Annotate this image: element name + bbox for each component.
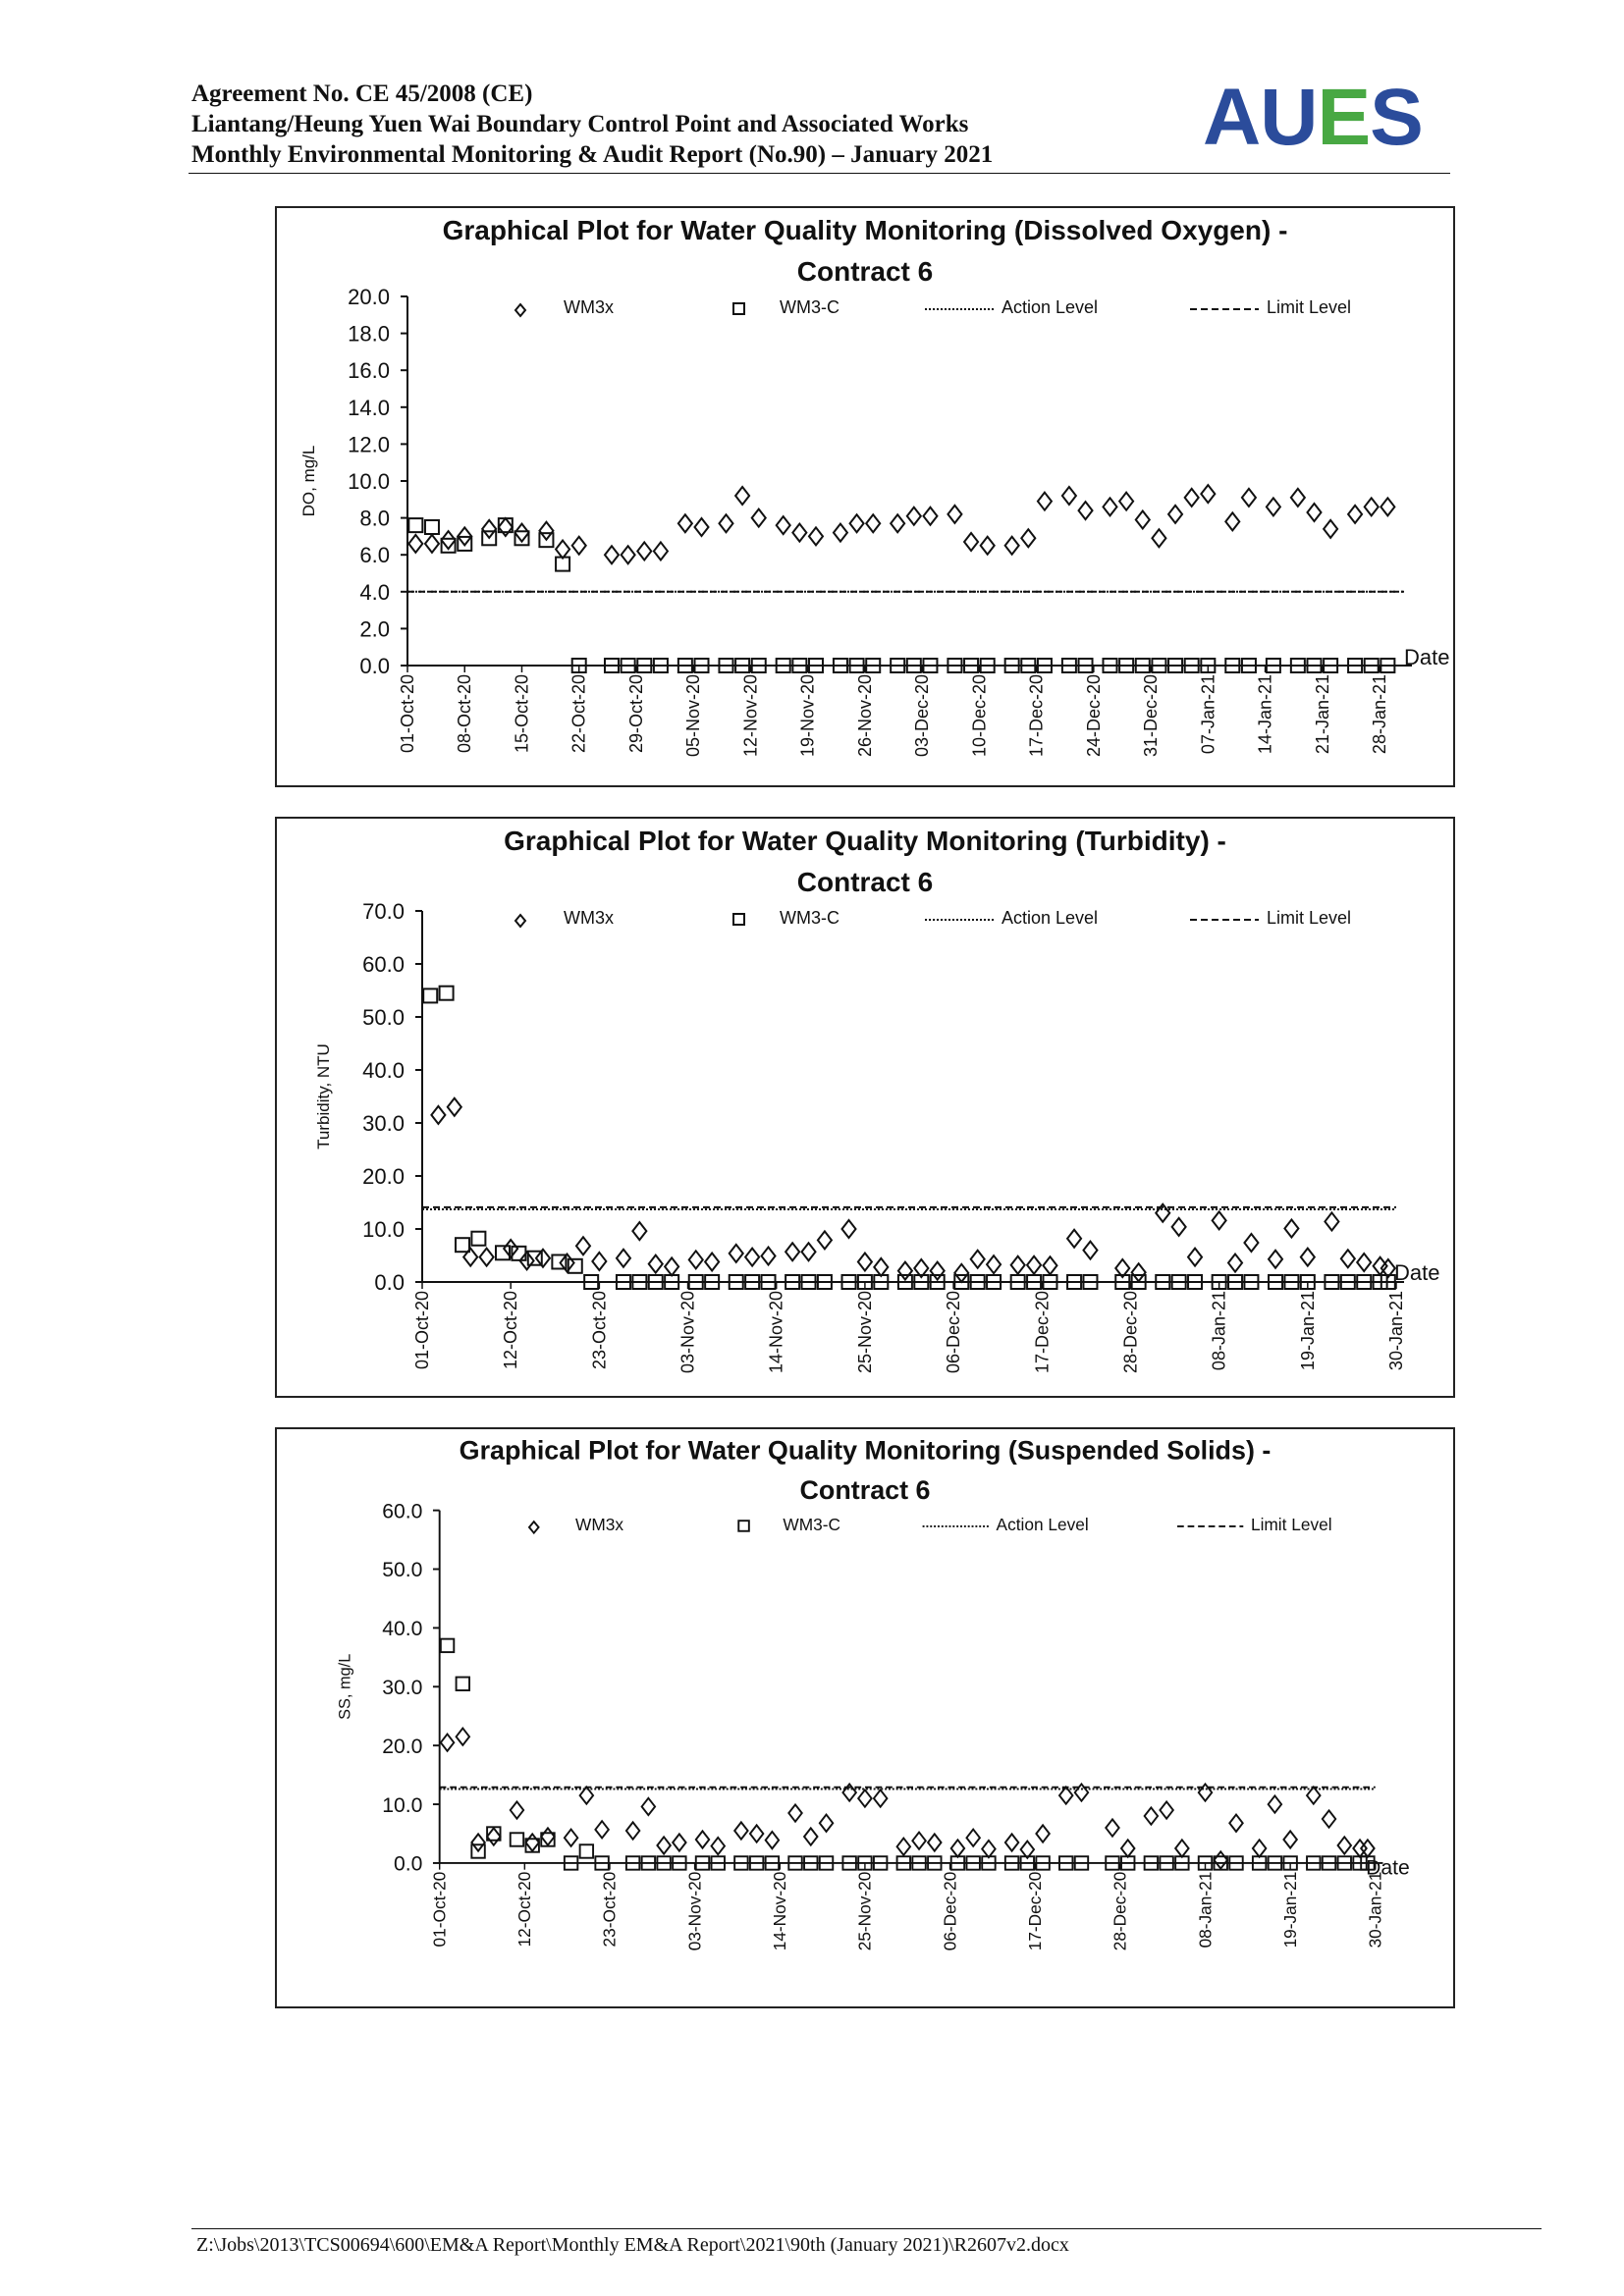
- wm3x-point: [1229, 1815, 1242, 1832]
- wm3x-point: [1283, 1831, 1296, 1847]
- wm3x-point: [1215, 1851, 1227, 1868]
- x-tick-label: 17-Dec-20: [1032, 1291, 1053, 1374]
- chart-title-line: Graphical Plot for Water Quality Monitoring (Turbidity) -: [504, 826, 1226, 856]
- wm3x-point: [735, 487, 749, 505]
- chart-title-line: Graphical Plot for Water Quality Monitoring (Dissolved Oxygen) -: [442, 215, 1288, 245]
- y-tick-label: 50.0: [382, 1559, 423, 1582]
- wm3x-point: [499, 518, 513, 536]
- legend-marker-wm3x: [515, 304, 525, 316]
- x-tick-label: 23-Oct-20: [589, 1291, 610, 1370]
- wm3x-point: [752, 509, 766, 527]
- x-tick-label: 17-Dec-20: [1026, 674, 1047, 758]
- wm3x-point: [1307, 504, 1321, 521]
- wm3x-point: [482, 520, 496, 538]
- wm3x-point: [898, 1262, 912, 1280]
- wm3x-point: [487, 1828, 500, 1844]
- wm3x-point: [441, 1735, 454, 1751]
- wm3x-point: [1038, 493, 1052, 510]
- y-tick-label: 30.0: [382, 1676, 423, 1699]
- wm3x-point: [1011, 1256, 1025, 1274]
- x-tick-label: 19-Jan-21: [1297, 1291, 1318, 1371]
- x-tick-label: 12-Oct-20: [514, 1871, 535, 1948]
- legend-label-limit-level: Limit Level: [1267, 297, 1352, 317]
- wm3x-point: [1324, 520, 1337, 538]
- wm3x-point: [734, 1822, 747, 1839]
- y-tick-label: 20.0: [382, 1735, 423, 1758]
- wm3x-point: [912, 1833, 925, 1849]
- legend-marker-wm3x: [515, 915, 525, 927]
- wm3x-point: [1338, 1837, 1351, 1853]
- x-axis-label: Date: [1366, 1856, 1410, 1880]
- x-tick-label: 28-Dec-20: [1110, 1871, 1130, 1951]
- legend-marker-wm3-c: [738, 1521, 749, 1531]
- wm3x-point: [541, 1828, 554, 1844]
- y-tick-label: 20.0: [362, 1164, 405, 1189]
- wm3x-point: [928, 1834, 941, 1850]
- y-tick-label: 70.0: [362, 899, 405, 924]
- wm3x-point: [632, 1222, 646, 1240]
- y-tick-label: 40.0: [362, 1058, 405, 1083]
- y-tick-label: 10.0: [362, 1217, 405, 1242]
- wm3x-point: [1132, 1263, 1146, 1281]
- x-tick-label: 03-Nov-20: [677, 1291, 698, 1374]
- wm3-c-point: [457, 1678, 469, 1690]
- wm3x-point: [705, 1253, 719, 1270]
- y-tick-label: 18.0: [348, 321, 390, 347]
- wm3x-point: [987, 1255, 1001, 1273]
- wm3x-point: [1043, 1256, 1056, 1274]
- y-tick-label: 60.0: [382, 1500, 423, 1523]
- wm3x-point: [1269, 1795, 1281, 1812]
- wm3x-point: [442, 531, 456, 549]
- x-tick-label: 31-Dec-20: [1141, 674, 1162, 758]
- wm3x-point: [954, 1264, 968, 1282]
- wm3x-point: [695, 518, 709, 536]
- wm3x-point: [657, 1837, 670, 1853]
- wm3x-point: [1036, 1825, 1049, 1842]
- wm3-c-point: [471, 1232, 485, 1246]
- x-tick-label: 19-Jan-21: [1279, 1871, 1300, 1949]
- wm3x-point: [858, 1789, 871, 1806]
- wm3x-point: [947, 506, 961, 523]
- legend-label-wm3-c: WM3-C: [780, 297, 839, 317]
- wm3x-point: [1188, 1249, 1202, 1266]
- x-tick-label: 06-Dec-20: [940, 1871, 960, 1951]
- wm3-c-point: [440, 987, 454, 1000]
- wm3x-point: [971, 1251, 985, 1268]
- wm3x-point: [858, 1253, 872, 1270]
- x-tick-label: 30-Jan-21: [1365, 1871, 1385, 1949]
- x-tick-label: 25-Nov-20: [854, 1291, 875, 1374]
- logo-part-s: S: [1370, 73, 1423, 162]
- wm3x-point: [504, 1240, 517, 1257]
- x-tick-label: 01-Oct-20: [429, 1871, 450, 1948]
- x-tick-label: 25-Nov-20: [854, 1871, 875, 1951]
- wm3x-point: [891, 514, 904, 532]
- legend-label-action-level: Action Level: [996, 1514, 1089, 1534]
- x-tick-label: 26-Nov-20: [854, 674, 875, 758]
- wm3x-point: [1168, 506, 1182, 523]
- wm3x-point: [1325, 1212, 1338, 1230]
- x-tick-label: 06-Dec-20: [944, 1291, 964, 1374]
- wm3x-point: [1121, 1840, 1134, 1856]
- do-chart: [275, 206, 1455, 787]
- wm3x-point: [1103, 498, 1116, 515]
- wm3-c-point: [408, 518, 422, 532]
- wm3x-point: [866, 514, 880, 532]
- legend-marker-wm3-c: [733, 914, 744, 925]
- y-tick-label: 60.0: [362, 952, 405, 977]
- wm3x-point: [850, 514, 864, 532]
- legend-label-wm3x: WM3x: [564, 297, 614, 317]
- x-tick-label: 19-Nov-20: [797, 674, 818, 758]
- x-tick-label: 08-Jan-21: [1195, 1871, 1216, 1949]
- x-tick-label: 12-Oct-20: [501, 1291, 521, 1370]
- wm3x-point: [654, 542, 668, 560]
- wm3x-point: [1160, 1801, 1172, 1818]
- wm3x-point: [576, 1237, 590, 1255]
- wm3x-point: [514, 524, 528, 542]
- y-tick-label: 20.0: [348, 285, 390, 309]
- y-tick-label: 8.0: [359, 506, 390, 531]
- wm3x-point: [1341, 1250, 1355, 1267]
- y-tick-label: 2.0: [359, 616, 390, 642]
- wm3x-point: [1269, 1251, 1282, 1268]
- wm3x-point: [818, 1231, 832, 1249]
- x-tick-label: 23-Oct-20: [599, 1871, 620, 1948]
- wm3x-point: [565, 1830, 577, 1846]
- wm3x-point: [678, 514, 692, 532]
- y-tick-label: 30.0: [362, 1111, 405, 1136]
- turbidity-chart: [275, 817, 1455, 1398]
- wm3x-point: [923, 507, 937, 525]
- x-tick-label: 08-Jan-21: [1209, 1291, 1229, 1371]
- x-tick-label: 14-Nov-20: [770, 1871, 790, 1951]
- wm3x-point: [792, 524, 806, 542]
- wm3x-point: [425, 535, 439, 553]
- wm3x-point: [951, 1840, 964, 1856]
- y-axis-label: Turbidity, NTU: [314, 1043, 333, 1149]
- y-tick-label: 16.0: [348, 358, 390, 384]
- wm3x-point: [1301, 1249, 1315, 1266]
- x-tick-label: 03-Dec-20: [912, 674, 933, 758]
- legend-label-wm3x: WM3x: [564, 908, 614, 928]
- y-tick-label: 12.0: [348, 432, 390, 457]
- y-tick-label: 0.0: [374, 1270, 405, 1295]
- x-axis-label: Date: [1394, 1260, 1440, 1285]
- wm3x-point: [605, 546, 619, 563]
- header-project: Liantang/Heung Yuen Wai Boundary Control Point and Associated Works: [191, 111, 969, 137]
- wm3x-point: [750, 1825, 763, 1842]
- wm3x-point: [1228, 1255, 1242, 1272]
- wm3x-point: [766, 1832, 779, 1848]
- x-tick-label: 03-Nov-20: [684, 1871, 705, 1951]
- wm3x-point: [1244, 1234, 1258, 1252]
- wm3x-point: [1175, 1840, 1188, 1856]
- logo-part-au: AU: [1203, 73, 1318, 162]
- y-tick-label: 10.0: [348, 469, 390, 494]
- wm3x-point: [637, 542, 651, 560]
- x-tick-label: 14-Nov-20: [766, 1291, 786, 1374]
- x-tick-label: 08-Oct-20: [455, 674, 475, 754]
- wm3x-point: [1083, 1242, 1097, 1259]
- wm3x-point: [1152, 529, 1165, 547]
- wm3x-point: [480, 1249, 494, 1266]
- wm3x-point: [626, 1822, 639, 1839]
- wm3x-point: [1213, 1211, 1226, 1229]
- wm3x-point: [719, 514, 732, 532]
- wm3x-point: [1067, 1230, 1081, 1248]
- wm3x-point: [642, 1798, 655, 1815]
- wm3x-point: [592, 1253, 606, 1270]
- legend-label-limit-level: Limit Level: [1250, 1514, 1332, 1534]
- wm3x-point: [1201, 485, 1215, 503]
- y-tick-label: 10.0: [382, 1793, 423, 1817]
- x-tick-label: 01-Oct-20: [398, 674, 417, 754]
- x-tick-label: 28-Dec-20: [1120, 1291, 1141, 1374]
- wm3x-point: [1106, 1819, 1118, 1836]
- wm3x-point: [556, 541, 569, 559]
- wm3x-point: [777, 516, 790, 534]
- wm3x-point: [842, 1220, 856, 1238]
- wm3x-point: [1291, 489, 1305, 507]
- wm3x-point: [874, 1789, 887, 1806]
- wm3x-point: [1027, 1256, 1041, 1274]
- y-tick-label: 6.0: [359, 543, 390, 568]
- wm3x-point: [982, 1841, 995, 1857]
- header-agreement: Agreement No. CE 45/2008 (CE): [191, 80, 533, 107]
- wm3x-point: [788, 1804, 801, 1821]
- wm3x-point: [907, 507, 921, 525]
- wm3x-point: [820, 1815, 833, 1832]
- x-tick-label: 22-Oct-20: [568, 674, 589, 754]
- chart-title-line: Contract 6: [796, 867, 934, 897]
- wm3x-point: [431, 1106, 445, 1124]
- wm3x-point: [785, 1243, 799, 1260]
- header-report-title: Monthly Environmental Monitoring & Audit Report (No.90) – January 2021: [191, 141, 994, 168]
- wm3x-point: [809, 527, 823, 545]
- wm3x-point: [1284, 1219, 1298, 1237]
- wm3x-point: [1323, 1810, 1335, 1827]
- footer-path: Z:\Jobs\2013\TCS00694\600\EM&A Report\Monthly EM&A Report\2021\90th (January 2021)\R2607v2.docx: [196, 2234, 1069, 2256]
- logo-part-e: E: [1317, 73, 1371, 162]
- wm3-c-point: [425, 520, 439, 534]
- wm3x-point: [802, 1243, 816, 1260]
- wm3x-point: [525, 1834, 538, 1850]
- wm3x-point: [762, 1248, 776, 1265]
- x-tick-label: 29-Oct-20: [625, 674, 646, 754]
- y-tick-label: 0.0: [394, 1852, 423, 1876]
- header-rule: [189, 173, 1450, 174]
- wm3x-point: [1119, 493, 1133, 510]
- wm3-c-point: [423, 988, 437, 1002]
- chart-title-line: Contract 6: [796, 256, 934, 287]
- wm3x-point: [1005, 537, 1019, 555]
- wm3x-point: [874, 1258, 888, 1276]
- x-tick-label: 30-Jan-21: [1386, 1291, 1406, 1371]
- wm3x-point: [572, 537, 586, 555]
- wm3x-point: [1365, 498, 1379, 515]
- wm3x-point: [1079, 502, 1093, 519]
- wm3x-point: [689, 1251, 703, 1268]
- wm3x-point: [1267, 498, 1280, 515]
- wm3x-point: [1242, 489, 1256, 507]
- y-tick-label: 4.0: [359, 579, 390, 605]
- wm3x-point: [1005, 1834, 1018, 1850]
- legend-label-limit-level: Limit Level: [1267, 908, 1352, 928]
- x-tick-label: 05-Nov-20: [683, 674, 704, 758]
- legend-label-action-level: Action Level: [1001, 908, 1099, 928]
- wm3x-point: [1021, 1842, 1034, 1858]
- x-tick-label: 10-Dec-20: [969, 674, 990, 758]
- x-tick-label: 15-Oct-20: [512, 674, 532, 754]
- y-tick-label: 0.0: [359, 654, 390, 678]
- wm3x-point: [1357, 1254, 1371, 1271]
- wm3x-point: [1145, 1807, 1158, 1824]
- legend-marker-wm3x: [529, 1522, 539, 1533]
- legend-label-wm3-c: WM3-C: [783, 1514, 840, 1534]
- wm3x-point: [1062, 487, 1076, 505]
- wm3x-point: [745, 1249, 759, 1266]
- y-tick-label: 40.0: [382, 1618, 423, 1641]
- x-tick-label: 17-Dec-20: [1024, 1871, 1045, 1951]
- x-tick-label: 14-Jan-21: [1255, 674, 1275, 755]
- wm3x-point: [457, 1729, 469, 1745]
- legend-label-wm3x: WM3x: [575, 1514, 624, 1534]
- legend-marker-wm3-c: [733, 303, 744, 314]
- x-tick-label: 21-Jan-21: [1312, 674, 1332, 755]
- wm3x-point: [511, 1801, 523, 1818]
- wm3x-point: [448, 1098, 461, 1116]
- chart-title-line: Contract 6: [799, 1475, 931, 1506]
- legend-label-action-level: Action Level: [1001, 297, 1099, 317]
- x-tick-label: 24-Dec-20: [1083, 674, 1104, 758]
- wm3x-point: [617, 1250, 630, 1267]
- wm3x-point: [834, 524, 847, 542]
- footer-rule: [191, 2228, 1542, 2229]
- x-tick-label: 01-Oct-20: [412, 1291, 432, 1370]
- wm3x-point: [539, 522, 553, 540]
- wm3x-point: [981, 537, 995, 555]
- x-tick-label: 28-Jan-21: [1370, 674, 1390, 755]
- wm3-c-point: [441, 1639, 454, 1652]
- wm3x-point: [408, 535, 422, 553]
- wm3x-point: [471, 1834, 484, 1850]
- wm3x-point: [1021, 529, 1035, 547]
- x-tick-label: 07-Jan-21: [1198, 674, 1218, 755]
- do-chart-svg: [277, 208, 1453, 785]
- y-axis-label: DO, mg/L: [299, 445, 318, 517]
- wm3-c-point: [511, 1833, 523, 1845]
- wm3-c-point: [580, 1844, 593, 1857]
- legend-label-wm3-c: WM3-C: [780, 908, 839, 928]
- wm3x-point: [622, 546, 635, 563]
- wm3x-point: [1185, 489, 1199, 507]
- wm3x-point: [1172, 1218, 1186, 1236]
- wm3x-point: [966, 1830, 979, 1846]
- wm3x-point: [673, 1834, 685, 1850]
- x-tick-label: 12-Nov-20: [740, 674, 761, 758]
- x-axis-label: Date: [1404, 645, 1450, 669]
- wm3x-point: [665, 1257, 678, 1275]
- wm3x-point: [1253, 1840, 1266, 1856]
- wm3x-point: [1136, 510, 1150, 528]
- aues-logo: [1203, 73, 1423, 162]
- wm3x-point: [696, 1831, 709, 1847]
- ss-chart-svg: [277, 1429, 1453, 2006]
- wm3x-point: [897, 1839, 910, 1855]
- y-tick-label: 50.0: [362, 1005, 405, 1030]
- wm3-c-point: [456, 1238, 469, 1252]
- wm3x-point: [712, 1838, 725, 1854]
- y-tick-label: 14.0: [348, 395, 390, 420]
- wm3x-point: [730, 1245, 743, 1262]
- turbidity-chart-svg: [277, 819, 1453, 1396]
- y-axis-label: SS, mg/L: [336, 1653, 354, 1720]
- wm3x-point: [964, 533, 978, 551]
- chart-title-line: Graphical Plot for Water Quality Monitoring (Suspended Solids) -: [459, 1435, 1272, 1466]
- wm3x-point: [1380, 498, 1394, 515]
- wm3x-point: [649, 1255, 663, 1273]
- wm3x-point: [1225, 512, 1239, 530]
- wm3x-point: [1348, 506, 1362, 523]
- wm3x-point: [595, 1821, 608, 1838]
- ss-chart: [275, 1427, 1455, 2008]
- wm3x-point: [931, 1262, 945, 1280]
- wm3x-point: [804, 1828, 817, 1844]
